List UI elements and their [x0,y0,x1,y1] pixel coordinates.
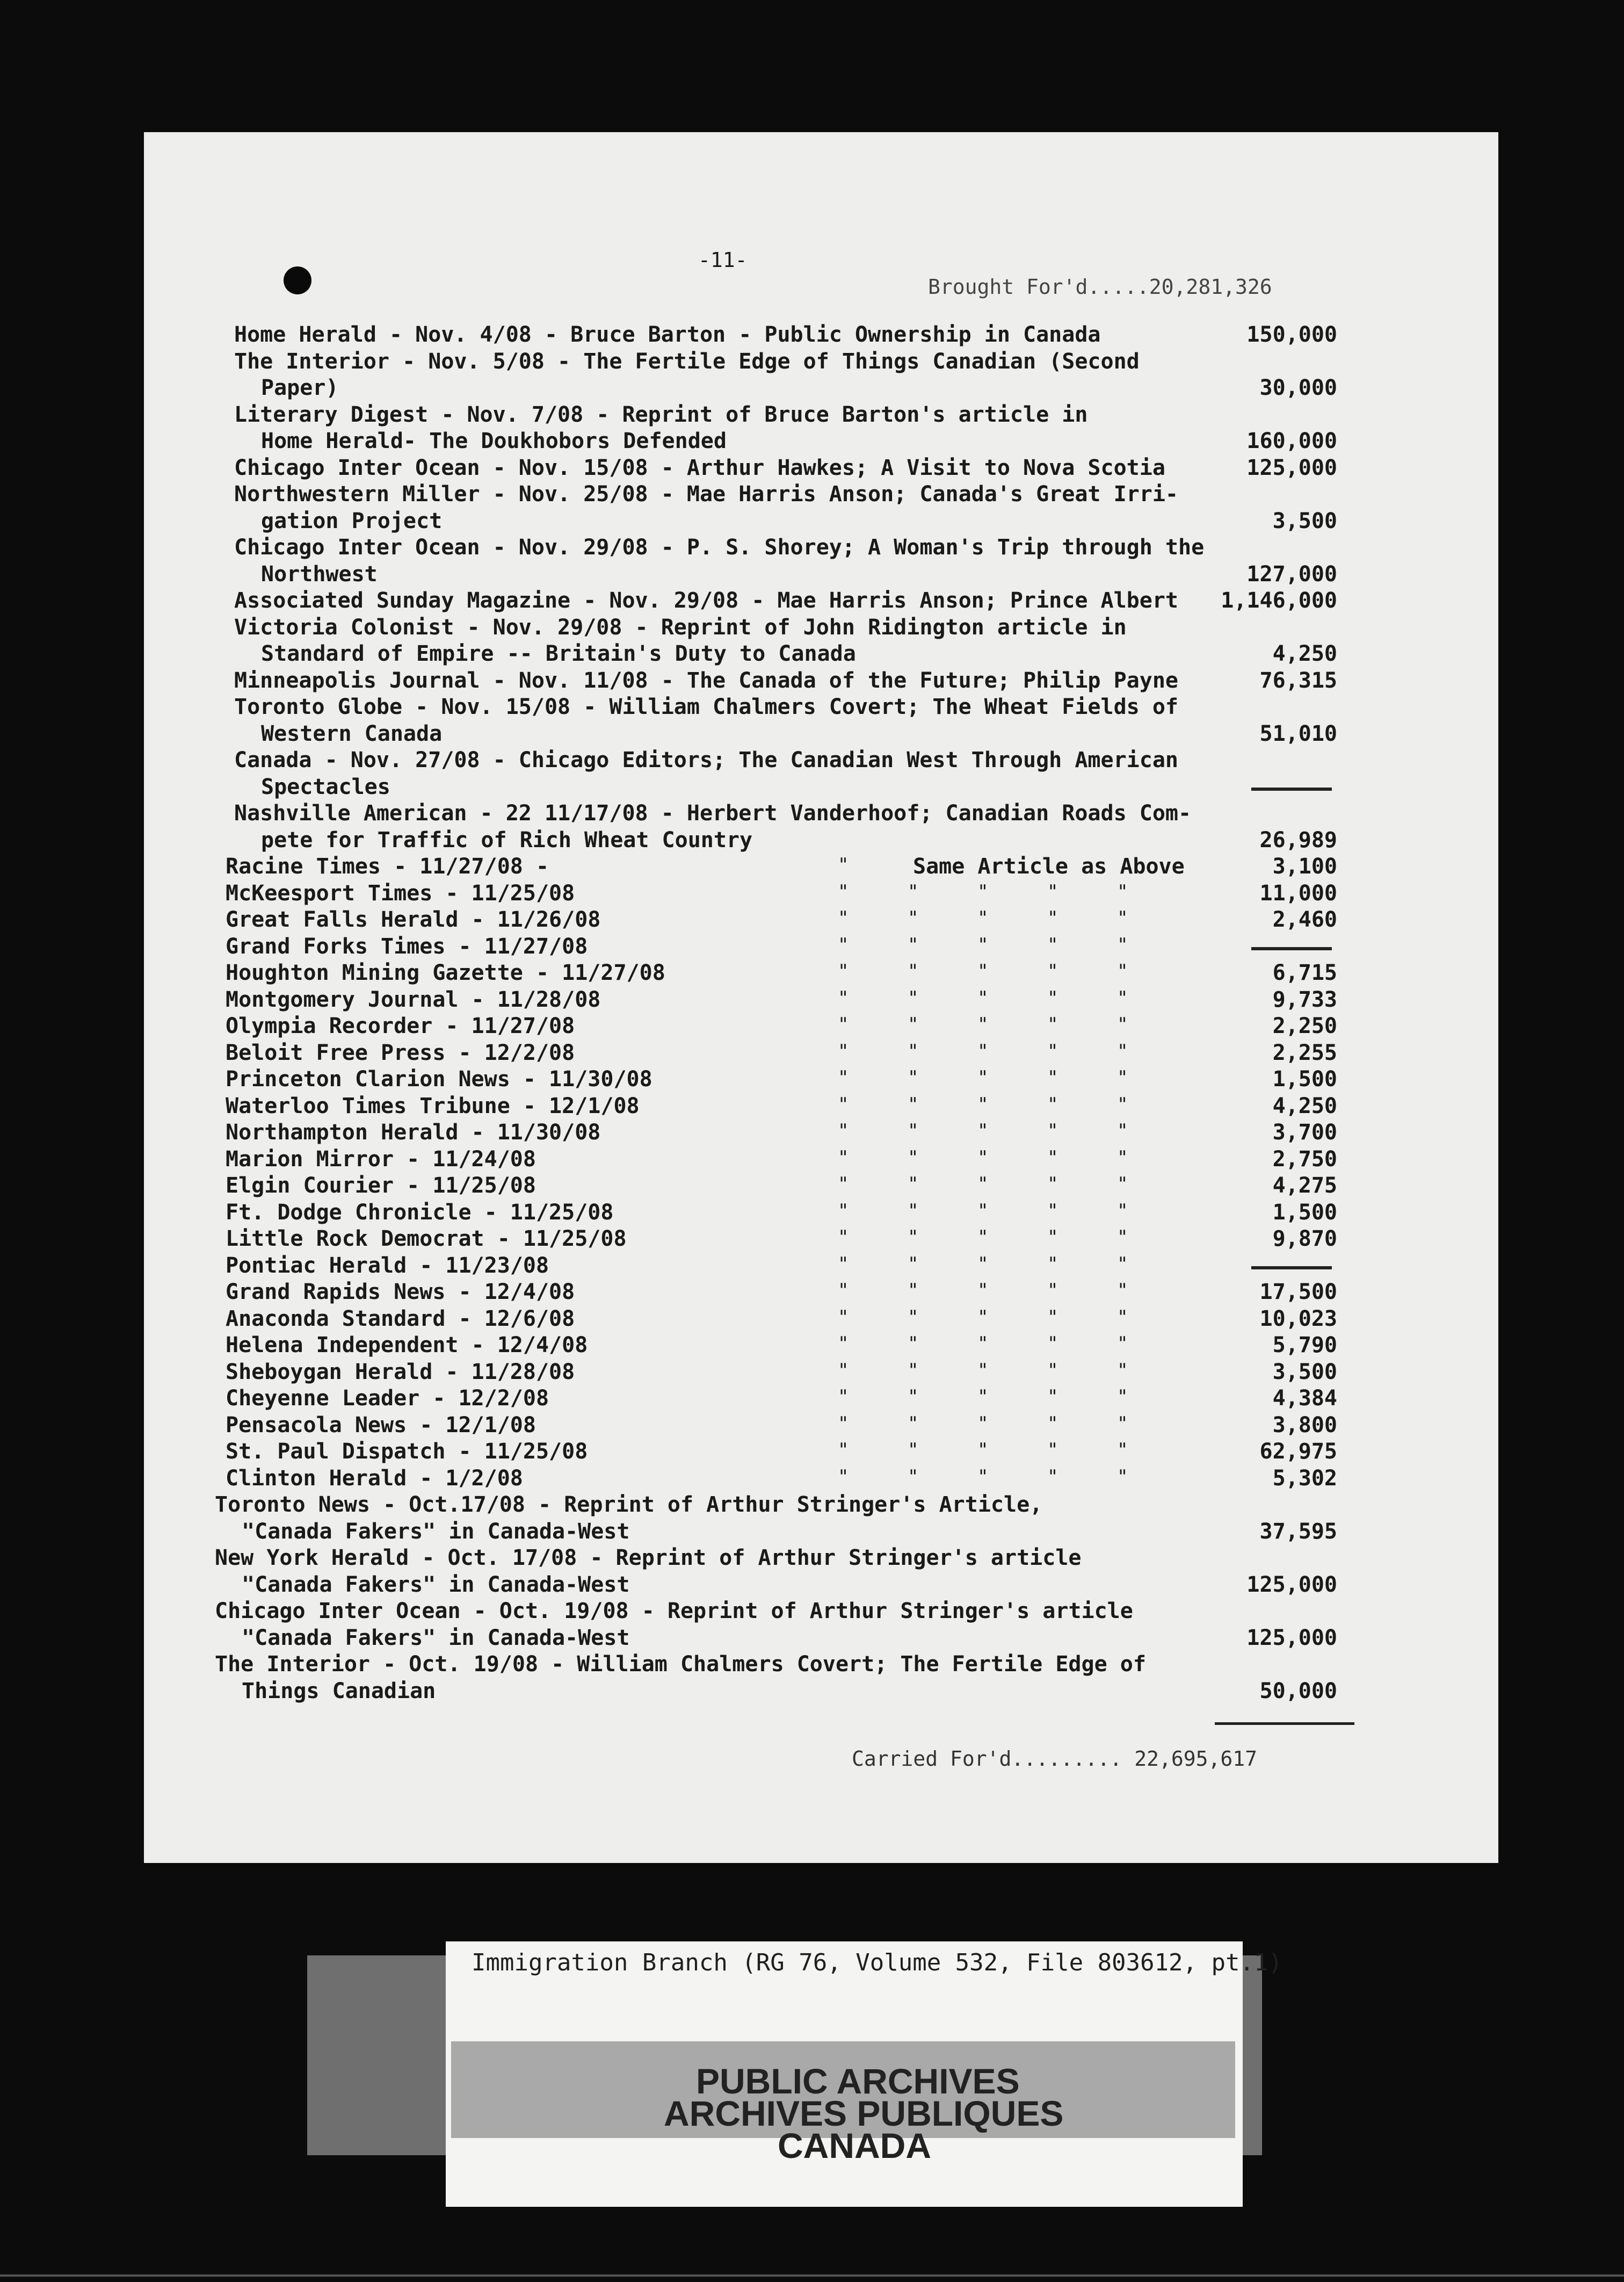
circulation-amount: 10,023 [1259,1306,1337,1331]
ditto-mark: " [977,907,989,929]
entry-line: The Interior - Nov. 5/08 - The Fertile Edge of Things Canadian (Second [234,349,1140,374]
paper-entry: Marion Mirror - 11/24/08 [226,1146,536,1172]
circulation-amount: 150,000 [1246,322,1337,347]
paper-entry: Cheyenne Leader - 12/2/08 [226,1386,549,1411]
entry-line-continued: Paper) [261,375,339,400]
ditto-mark: " [977,1173,989,1195]
circulation-amount: 62,975 [1259,1439,1337,1464]
ditto-mark: " [908,987,919,1009]
ditto-mark: " [838,1173,849,1195]
circulation-amount: 9,733 [1272,987,1337,1012]
paper-entry: Sheboygan Herald - 11/28/08 [226,1359,575,1384]
ditto-mark: " [908,1014,919,1035]
ditto-mark: " [1117,1067,1128,1088]
ditto-mark: " [908,1306,919,1328]
punch-hole [284,266,311,294]
ditto-mark: " [977,1412,989,1434]
paper-entry: Waterloo Times Tribune - 12/1/08 [226,1093,640,1118]
ditto-mark: " [1117,987,1128,1009]
ditto-mark: " [1047,961,1058,982]
archive-stamp-line3: CANADA [778,2126,931,2165]
circulation-amount: 2,460 [1272,907,1337,932]
ditto-mark: " [977,1465,989,1487]
ditto-mark: " [1117,1280,1128,1301]
ditto-mark: " [908,880,919,902]
circulation-amount: 4,250 [1272,1093,1337,1118]
ditto-mark: " [1117,1093,1128,1115]
entry-line-continued: gation Project [261,508,443,533]
ditto-mark: " [977,880,989,902]
circulation-amount: 3,800 [1272,1412,1337,1438]
ditto-mark: " [977,1120,989,1142]
paper-entry: Little Rock Democrat - 11/25/08 [226,1226,627,1251]
paper-entry: Racine Times - 11/27/08 - [226,854,549,879]
ditto-mark: " [838,1306,849,1328]
circulation-amount: 11,000 [1259,880,1337,906]
ditto-mark: " [1117,1200,1128,1222]
ditto-mark: " [908,1200,919,1222]
reprint-line-continued: "Canada Fakers" in Canada-West [242,1572,630,1597]
archive-stamp-line1: PUBLIC ARCHIVES [696,2061,1020,2101]
ditto-mark: " [1047,1200,1058,1222]
ditto-mark: " [1047,1412,1058,1434]
circulation-amount: 2,250 [1272,1014,1337,1038]
ditto-mark: " [1117,1146,1128,1168]
circulation-amount: 2,255 [1272,1040,1337,1065]
ditto-mark: " [908,1253,919,1275]
ditto-mark: " [908,1067,919,1088]
paper-entry: Great Falls Herald - 11/26/08 [226,907,601,932]
circulation-amount: 26,989 [1259,827,1337,853]
ditto-mark: " [977,987,989,1009]
ditto-mark: " [1047,907,1058,929]
ditto-mark: " [977,1146,989,1168]
circulation-amount: 37,595 [1259,1519,1337,1544]
blank-amount-rule [1251,788,1332,791]
brought-forward: Brought For'd.....20,281,326 [928,275,1272,299]
paper-entry: Clinton Herald - 1/2/08 [226,1465,523,1491]
ditto-mark: " [977,1333,989,1354]
blank-amount-rule [1251,947,1332,950]
ditto-mark: " [1047,1226,1058,1248]
ditto-mark: " [977,1253,989,1275]
reprint-line: The Interior - Oct. 19/08 - William Chalmers Covert; The Fertile Edge of [215,1652,1146,1677]
paper-entry: Anaconda Standard - 12/6/08 [226,1306,575,1331]
ditto-mark: " [838,934,849,956]
entry-line: Literary Digest - Nov. 7/08 - Reprint of Bruce Barton's article in [234,402,1088,427]
ditto-mark: " [1047,987,1058,1009]
ditto-mark: " [1117,1359,1128,1381]
ditto-mark: " [1117,961,1128,982]
entry-line-continued: Western Canada [261,721,443,746]
circulation-amount: 6,715 [1272,961,1337,985]
ditto-mark: " [838,854,849,876]
ditto-mark: " [908,1280,919,1301]
ditto-mark: " [1047,1093,1058,1115]
ditto-mark: " [838,1200,849,1222]
archive-stamp-line2: ARCHIVES PUBLIQUES [664,2093,1064,2133]
circulation-amount: 9,870 [1272,1226,1337,1251]
entry-line: Canada - Nov. 27/08 - Chicago Editors; The Canadian West Through American [234,748,1178,772]
ditto-mark: " [838,987,849,1009]
ditto-mark: " [1117,934,1128,956]
circulation-amount: 1,146,000 [1221,588,1337,613]
reprint-line: Chicago Inter Ocean - Oct. 19/08 - Reprint of Arthur Stringer's article [215,1599,1133,1623]
ditto-mark: " [1117,1306,1128,1328]
ditto-mark: " [908,907,919,929]
ditto-mark: " [838,1359,849,1381]
entry-line: Associated Sunday Magazine - Nov. 29/08 - Mae Harris Anson; Prince Albert [234,588,1178,613]
ditto-mark: " [977,1040,989,1062]
paper-entry: Helena Independent - 12/4/08 [226,1333,588,1357]
ditto-mark: " [1117,1040,1128,1062]
paper-entry: McKeesport Times - 11/25/08 [226,880,575,906]
blank-amount-rule [1251,1266,1332,1269]
ditto-mark: " [838,1412,849,1434]
ditto-mark: " [1047,1306,1058,1328]
ditto-mark: " [977,1014,989,1035]
paper-entry: Ft. Dodge Chronicle - 11/25/08 [226,1200,614,1225]
paper-entry: St. Paul Dispatch - 11/25/08 [226,1439,588,1464]
ditto-mark: " [1047,1439,1058,1461]
total-rule [1215,1722,1354,1725]
paper-entry: Pontiac Herald - 11/23/08 [226,1253,549,1278]
circulation-amount: 50,000 [1259,1678,1337,1703]
circulation-amount: 125,000 [1246,455,1337,480]
reprint-line: Toronto News - Oct.17/08 - Reprint of Arthur Stringer's Article, [215,1492,1043,1517]
reprint-line-continued: "Canada Fakers" in Canada-West [242,1625,630,1650]
ditto-mark: " [1117,1253,1128,1275]
paper-entry: Grand Forks Times - 11/27/08 [226,934,588,959]
ditto-mark: " [908,1226,919,1248]
ditto-mark: " [977,1359,989,1381]
ditto-mark: " [908,934,919,956]
ditto-mark: " [977,1067,989,1088]
circulation-amount: 51,010 [1259,721,1337,746]
ditto-mark: " [977,1280,989,1301]
ditto-mark: " [838,1465,849,1487]
page-number: -11- [698,248,748,272]
archive-reference: Immigration Branch (RG 76, Volume 532, File 803612, pt.1) [472,1949,1282,1976]
ditto-mark: " [838,1333,849,1354]
ditto-mark: " [908,1412,919,1434]
ditto-mark: " [1117,880,1128,902]
paper-entry: Grand Rapids News - 12/4/08 [226,1280,575,1304]
paper-entry: Northampton Herald - 11/30/08 [226,1120,601,1145]
ditto-mark: " [1117,1014,1128,1035]
entry-line-continued: Home Herald- The Doukhobors Defended [261,429,727,453]
ditto-mark: " [908,1093,919,1115]
same-article-label: Same Article as Above [913,854,1185,879]
ditto-mark: " [1117,1465,1128,1487]
circulation-amount: 30,000 [1259,375,1337,400]
ditto-mark: " [977,1226,989,1248]
ditto-mark: " [838,961,849,982]
ditto-mark: " [1047,1173,1058,1195]
ditto-mark: " [1047,1359,1058,1381]
circulation-amount: 127,000 [1246,561,1337,587]
paper-entry: Houghton Mining Gazette - 11/27/08 [226,961,665,985]
ditto-mark: " [977,1093,989,1115]
ditto-mark: " [1117,1386,1128,1407]
ditto-mark: " [1117,1412,1128,1434]
entry-line-continued: pete for Traffic of Rich Wheat Country [261,827,753,853]
entry-line: Northwestern Miller - Nov. 25/08 - Mae Harris Anson; Canada's Great Irri- [234,482,1178,507]
paper-entry: Pensacola News - 12/1/08 [226,1412,536,1438]
entry-line: Nashville American - 22 11/17/08 - Herbert Vanderhoof; Canadian Roads Com- [234,801,1192,826]
ditto-mark: " [1047,1067,1058,1088]
circulation-amount: 3,500 [1272,1359,1337,1384]
ditto-mark: " [1047,1386,1058,1407]
circulation-amount: 125,000 [1246,1572,1337,1597]
ditto-mark: " [1117,1173,1128,1195]
ditto-mark: " [1117,1439,1128,1461]
ditto-mark: " [977,934,989,956]
ditto-mark: " [977,1200,989,1222]
circulation-amount: 3,500 [1272,508,1337,533]
ditto-mark: " [977,1439,989,1461]
circulation-amount: 3,700 [1272,1120,1337,1145]
circulation-amount: 4,275 [1272,1173,1337,1198]
ditto-mark: " [908,1120,919,1142]
ditto-mark: " [838,1386,849,1407]
ditto-mark: " [838,880,849,902]
ditto-mark: " [1047,880,1058,902]
ditto-mark: " [838,1120,849,1142]
paper-entry: Olympia Recorder - 11/27/08 [226,1014,575,1038]
ditto-mark: " [1117,1120,1128,1142]
circulation-amount: 4,384 [1272,1386,1337,1411]
circulation-amount: 5,790 [1272,1333,1337,1357]
ditto-mark: " [1047,1280,1058,1301]
ditto-mark: " [838,1067,849,1088]
ditto-mark: " [1117,907,1128,929]
ditto-mark: " [908,1173,919,1195]
ditto-mark: " [838,1040,849,1062]
ditto-mark: " [838,1146,849,1168]
circulation-amount: 2,750 [1272,1146,1337,1172]
ditto-mark: " [838,1280,849,1301]
ditto-mark: " [838,1093,849,1115]
ditto-mark: " [1047,1465,1058,1487]
ditto-mark: " [838,1253,849,1275]
circulation-amount: 3,100 [1272,854,1337,879]
carried-forward: Carried For'd......... 22,695,617 [852,1747,1257,1771]
entry-line-continued: Standard of Empire -- Britain's Duty to Canada [261,641,856,666]
ditto-mark: " [908,1386,919,1407]
entry-line: Home Herald - Nov. 4/08 - Bruce Barton - Public Ownership in Canada [234,322,1101,347]
ditto-mark: " [908,1359,919,1381]
ditto-mark: " [977,1306,989,1328]
circulation-amount: 76,315 [1259,668,1337,693]
ditto-mark: " [908,1439,919,1461]
reprint-line-continued: "Canada Fakers" in Canada-West [242,1519,630,1544]
ditto-mark: " [977,961,989,982]
paper-entry: Princeton Clarion News - 11/30/08 [226,1067,653,1092]
entry-line-continued: Spectacles [261,774,390,799]
ditto-mark: " [1047,1120,1058,1142]
ditto-mark: " [908,1333,919,1354]
circulation-amount: 125,000 [1246,1625,1337,1650]
entry-line: Victoria Colonist - Nov. 29/08 - Reprint of John Ridington article in [234,615,1127,640]
ditto-mark: " [908,1146,919,1168]
paper-entry: Montgomery Journal - 11/28/08 [226,987,601,1012]
ditto-mark: " [908,961,919,982]
entry-line: Minneapolis Journal - Nov. 11/08 - The Canada of the Future; Philip Payne [234,668,1178,693]
entry-line: Toronto Globe - Nov. 15/08 - William Chalmers Covert; The Wheat Fields of [234,695,1178,719]
ditto-mark: " [838,1439,849,1461]
entry-line: Chicago Inter Ocean - Nov. 29/08 - P. S. Shorey; A Woman's Trip through the [234,535,1205,560]
circulation-amount: 4,250 [1272,641,1337,666]
ditto-mark: " [977,1386,989,1407]
film-edge [0,2274,1624,2277]
ditto-mark: " [1047,1253,1058,1275]
circulation-amount: 1,500 [1272,1200,1337,1225]
ditto-mark: " [838,907,849,929]
ditto-mark: " [1117,1226,1128,1248]
ditto-mark: " [1117,1333,1128,1354]
ditto-mark: " [1047,1040,1058,1062]
ditto-mark: " [908,1040,919,1062]
circulation-amount: 1,500 [1272,1067,1337,1092]
reprint-line-continued: Things Canadian [242,1678,436,1703]
ditto-mark: " [1047,1333,1058,1354]
paper-entry: Beloit Free Press - 12/2/08 [226,1040,575,1065]
ditto-mark: " [1047,1146,1058,1168]
ditto-mark: " [1047,934,1058,956]
entry-line-continued: Northwest [261,561,378,587]
entry-line: Chicago Inter Ocean - Nov. 15/08 - Arthur Hawkes; A Visit to Nova Scotia [234,455,1165,480]
ditto-mark: " [1047,1014,1058,1035]
circulation-amount: 5,302 [1272,1465,1337,1491]
ditto-mark: " [838,1226,849,1248]
reprint-line: New York Herald - Oct. 17/08 - Reprint of Arthur Stringer's article [215,1546,1082,1570]
ditto-mark: " [838,1014,849,1035]
circulation-amount: 160,000 [1246,429,1337,453]
ditto-mark: " [908,1465,919,1487]
circulation-amount: 17,500 [1259,1280,1337,1304]
paper-entry: Elgin Courier - 11/25/08 [226,1173,536,1198]
